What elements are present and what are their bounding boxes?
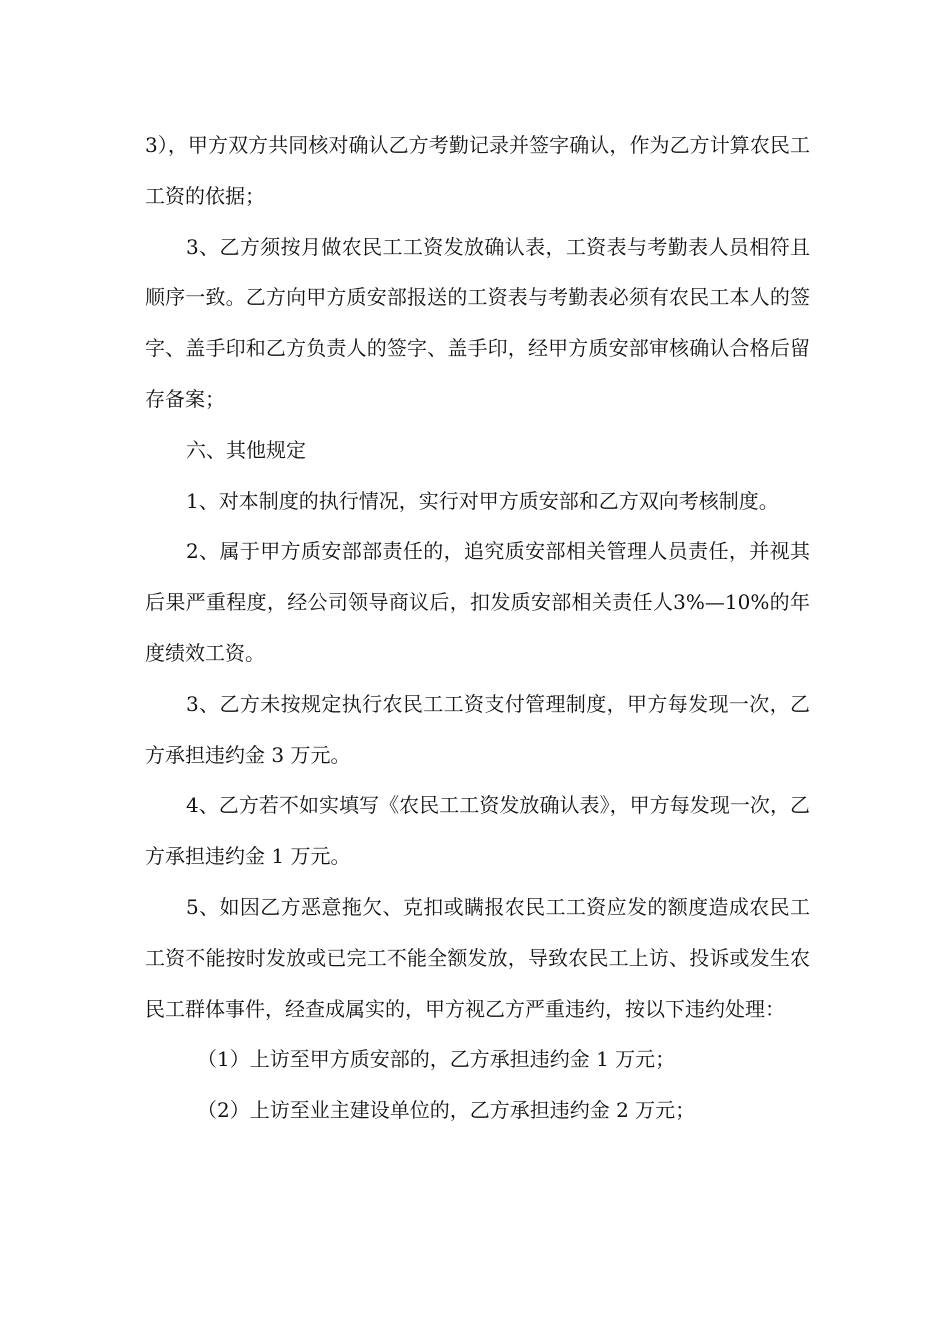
paragraph-item-5-violation: 5、如因乙方恶意拖欠、克扣或瞒报农民工工资应发的额度造成农民工工资不能按时发放或已完工不能全额发放，导致农民工上访、投诉或发生农民工群体事件，经查成属实的，甲方视乙方严重违约，按以下违约处理： — [145, 894, 810, 1021]
subitem-2-penalty: （2）上访至业主建设单位的，乙方承担违约金 2 万元； — [197, 1098, 696, 1123]
paragraph-item-3-penalty: 3、乙方未按规定执行农民工工资支付管理制度，甲方每发现一次，乙方承担违约金 3 万元。 — [145, 691, 810, 767]
section-heading-other-provisions: 六、其他规定 — [186, 437, 306, 462]
paragraph-item-1-assessment: 1、对本制度的执行情况，实行对甲方质安部和乙方双向考核制度。 — [186, 488, 779, 513]
paragraph-item-4-penalty: 4、乙方若不如实填写《农民工工资发放确认表》，甲方每发现一次，乙方承担违约金 1 万元。 — [145, 793, 810, 869]
paragraph-attendance-continuation: 3），甲方双方共同核对确认乙方考勤记录并签字确认，作为乙方计算农民工工资的依据； — [145, 133, 810, 208]
document-body — [145, 120, 810, 1136]
subitem-1-penalty: （1）上访至甲方质安部的，乙方承担违约金 1 万元； — [197, 1047, 676, 1072]
paragraph-item-2-responsibility: 2、属于甲方质安部部责任的，追究质安部相关管理人员责任，并视其后果严重程度，经公司领导商议后，扣发质安部相关责任人3%—10%的年度绩效工资。 — [145, 539, 810, 665]
paragraph-item-3-wage-confirmation: 3、乙方须按月做农民工工资发放确认表，工资表与考勤表人员相符且顺序一致。乙方向甲方质安部报送的工资表与考勤表必须有农民工本人的签字、盖手印和乙方负责人的签字、盖手印，经甲方质安部审核确认合格后留存备案； — [145, 234, 810, 411]
